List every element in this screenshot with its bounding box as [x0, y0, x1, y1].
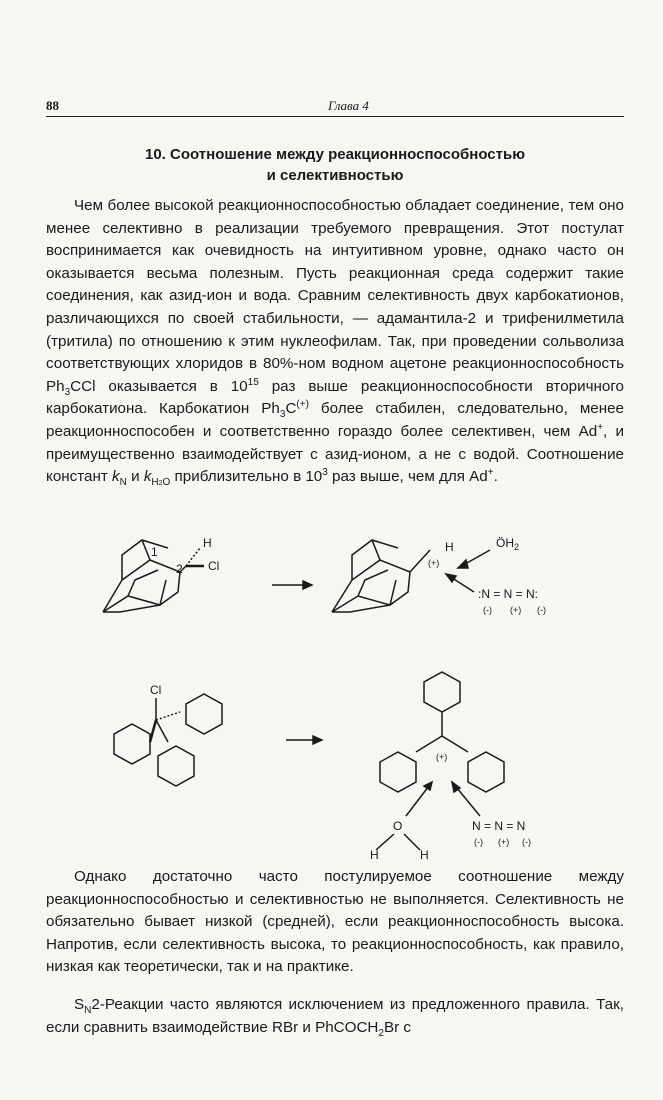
azide-label-1: :N = N = N:	[478, 587, 539, 601]
ad-c2-label: 2	[176, 562, 183, 576]
water-label: $ÖH_2$	[496, 536, 520, 552]
paragraph-3: $S_N2$-Реакции часто являются исключением из предложенного правила. Так, если сравнить взаимодействие RBr и PhCOCH$_2$Br с	[46, 996, 624, 1039]
paragraph-1: Чем более высокой реакционноспособностью обладает соединение, тем оно менее селективно в реализации требуемого превращения. Этот постулат воспринимается как очевидность на интуитивном уровне, однако часто он оказывается весьма полезным. Пусть реакционная среда содержит такие соединения, как азид-ион и вода. Сравним селективность двух карбокатионов, различающихся по своей стабильности, — адамантила-2 и трифенилметила (тритила) по отношению к этим нуклеофилам. Так, при проведении сольволиза соответствующих хлоридов в 80%-ном водном ацетоне реакционноспособность $Ph_3CCl$ оказывается в $10^{15}$ раз выше реакционноспособности вторичного карбокатиона. Карбокатион $Ph_3C^{(+)}$ более стабилен, следовательно, менее реакционноспособен и соответственно гораздо более селективен, чем Ad+, и преимущественно взаимодействует с азид-ионом, а не с водой. Соотношение констант $k_N$ и $k_{H2O}$ приблизительно в $10^3$ раз выше, чем для Ad+.	[46, 197, 624, 489]
svg-text:(+): (+)	[498, 837, 510, 847]
cation-h-label: H	[445, 540, 454, 554]
ad-c1-label: 1	[151, 545, 158, 559]
svg-text:(-): (-)	[483, 605, 492, 615]
svg-text:(-): (-)	[537, 605, 546, 615]
chapter-title: Глава 4	[328, 98, 369, 113]
water-o-label: O	[393, 819, 403, 833]
paragraph-2: Однако достаточно часто постулируемое соотношение между реакционноспособностью и селективностью не выполняется. Селективность не обязательно бывает низкой (средней), если реакционноспособность высока. Напротив, если селективность высока, то реакционноспособность, как правило, низкая как теоретически, так и на практике.	[46, 868, 624, 976]
azide-label-2: N = N = N	[472, 819, 526, 833]
page-number: 88	[46, 98, 59, 113]
trityl-chloride-structure	[114, 694, 222, 786]
adamantyl-cation-structure	[332, 540, 430, 612]
trityl-charge: (+)	[436, 752, 448, 762]
trityl-cl-label: Cl	[150, 683, 162, 697]
section-title-line1: 10. Соотношение между реакционноспособностью	[144, 146, 526, 163]
svg-text:H: H	[370, 848, 379, 862]
section-title-line2: и селективностью	[266, 167, 404, 184]
trityl-cation-structure	[380, 672, 504, 792]
svg-text:(+): (+)	[510, 605, 522, 615]
svg-text:H: H	[420, 848, 429, 862]
svg-text:(-): (-)	[522, 837, 531, 847]
svg-text:(-): (-)	[474, 837, 483, 847]
ad-cl-label: Cl	[208, 559, 220, 573]
cation-charge: (+)	[428, 558, 440, 568]
ad-h-label: H	[203, 536, 212, 550]
